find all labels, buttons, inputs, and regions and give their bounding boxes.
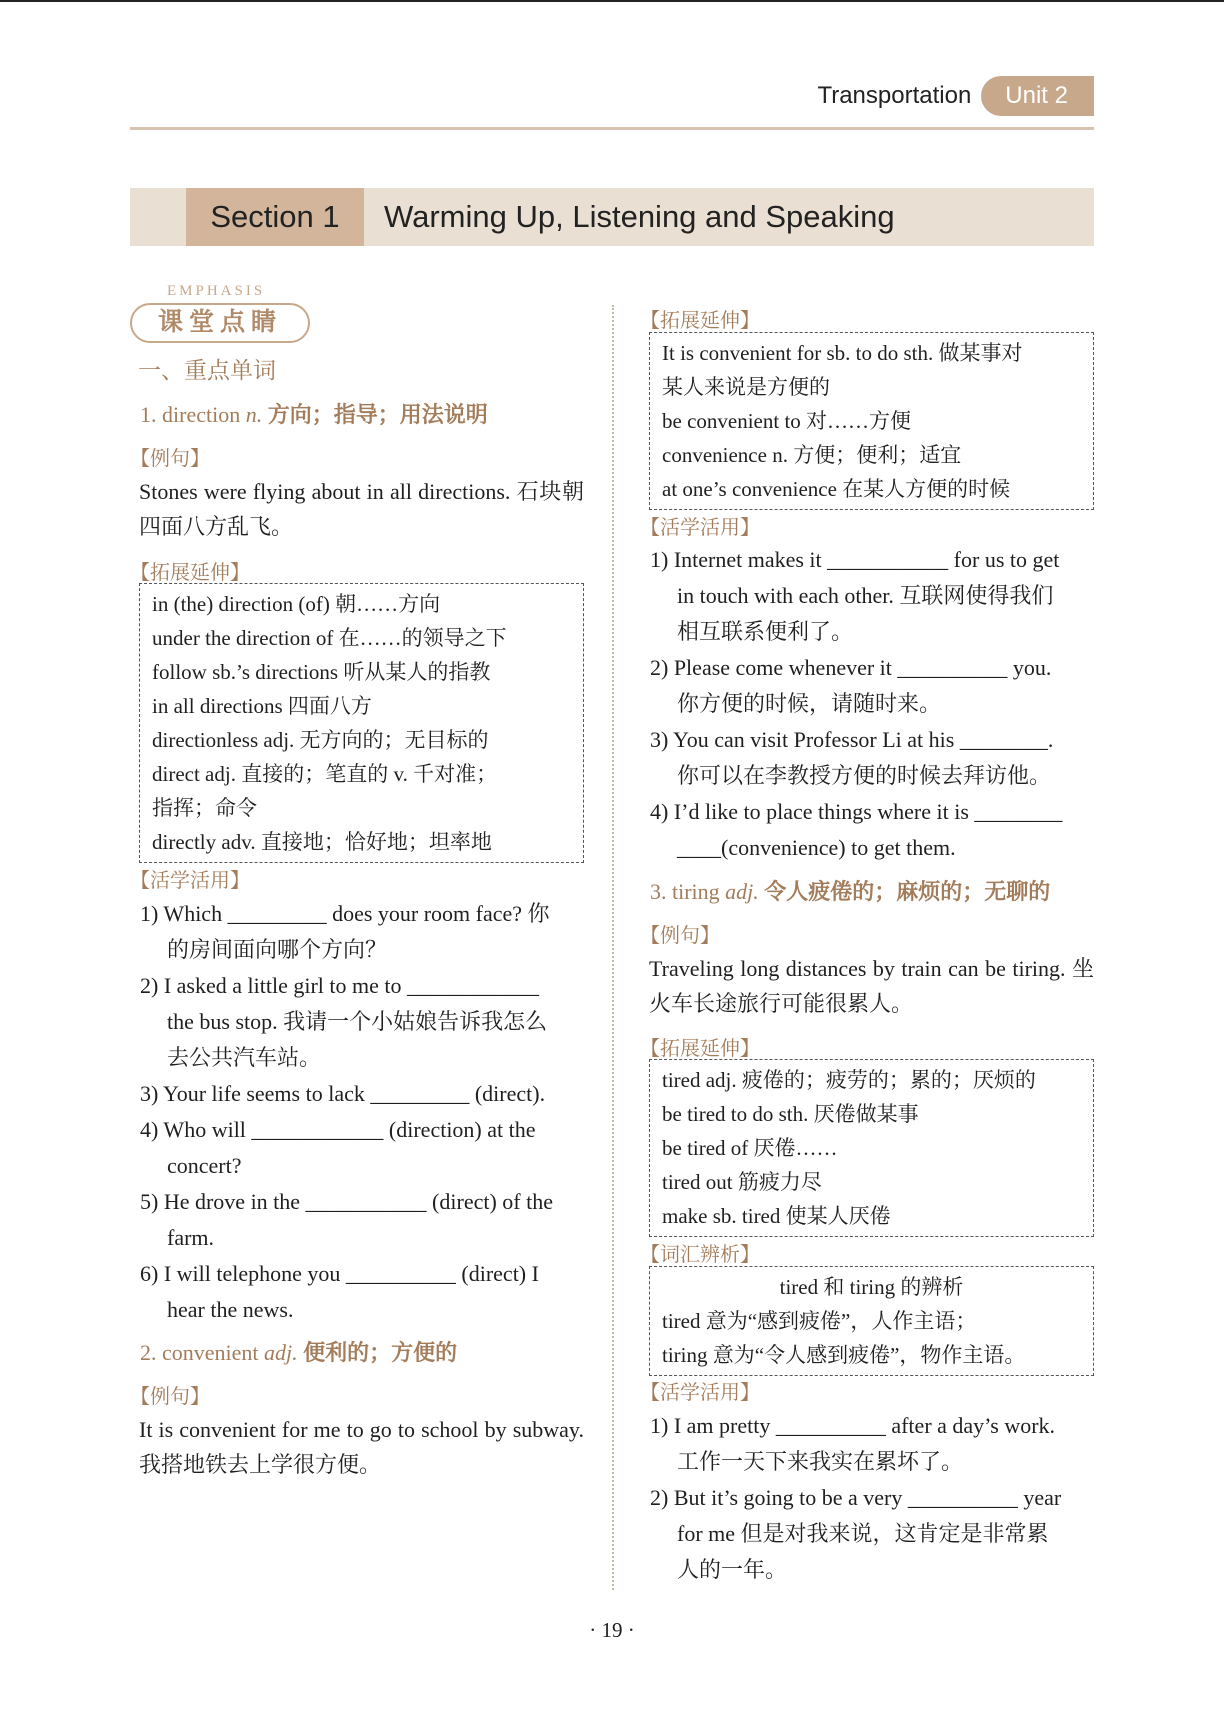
extension-line: direct adj. 直接的；笔直的 v. 千对准； <box>152 762 498 786</box>
emphasis-label-en: EMPHASIS <box>167 283 266 299</box>
extension-line: follow sb.’s directions 听从某人的指教 <box>152 660 491 684</box>
extension-line: convenience n. 方便；便利；适宜 <box>662 443 962 467</box>
extension-line: in (the) direction (of) 朝……方向 <box>152 592 441 616</box>
header-rule <box>130 127 1094 130</box>
practice-text: 工作一天下来我实在累坏了。 <box>677 1449 964 1474</box>
part-heading: 一、重点单词 <box>138 358 276 384</box>
practice-text: 相互联系便利了。 <box>677 619 854 644</box>
practice-item <box>140 1184 585 1256</box>
chapter-title: Transportation <box>817 82 972 109</box>
word3-heading <box>650 875 1050 906</box>
practice-item <box>650 722 1094 794</box>
practice-text: 2) Please come whenever it __________ you. <box>650 655 1052 680</box>
extension-line: under the direction of 在……的领导之下 <box>152 626 507 650</box>
practice-text: 1) Internet makes it ___________ for us to get <box>650 547 1060 572</box>
top-border <box>0 0 1224 2</box>
extension-line: in all directions 四面八方 <box>152 694 372 718</box>
word1-practice-tag: 【活学活用】 <box>130 868 250 892</box>
practice-text: 1) I am pretty __________ after a day’s work. <box>650 1413 1056 1438</box>
extension-line: 指挥；命令 <box>152 796 257 820</box>
word1-headword: 1. direction <box>140 402 241 427</box>
extension-line: directionless adj. 无方向的；无目标的 <box>152 728 489 752</box>
practice-text: 的房间面向哪个方向？ <box>167 937 388 962</box>
page-number: · 19 · <box>589 1618 635 1642</box>
distinction-line: tired 意为“感到疲倦”，人作主语； <box>662 1309 977 1333</box>
extension-line: 某人来说是方便的 <box>662 375 830 399</box>
practice-text: 2) I asked a little girl to me to ____________ <box>140 973 539 998</box>
distinction-title: tired 和 tiring 的辨析 <box>779 1275 964 1299</box>
practice-text: concert? <box>167 1153 242 1178</box>
word3-extension-box <box>649 1059 1094 1237</box>
practice-text: 1) Which _________ does your room face? 你 <box>140 901 550 926</box>
practice-text: 3) You can visit Professor Li at his ________. <box>650 727 1054 752</box>
section-banner <box>130 188 1094 246</box>
practice-item <box>650 542 1094 650</box>
word2-practice-tag: 【活学活用】 <box>640 515 760 539</box>
word2-heading <box>140 1336 457 1367</box>
word3-distinction-box <box>649 1266 1094 1376</box>
extension-line: at one’s convenience 在某人方便的时候 <box>662 477 1011 501</box>
unit-badge: Unit 2 <box>981 76 1094 116</box>
practice-text: 人的一年。 <box>677 1557 788 1582</box>
word3-practice-tag: 【活学活用】 <box>640 1380 760 1404</box>
practice-text: farm. <box>167 1225 215 1250</box>
word2-extension-tag: 【拓展延伸】 <box>640 308 760 332</box>
word2-pos: adj. <box>264 1340 298 1365</box>
word2-headword: 2. convenient <box>140 1340 259 1365</box>
practice-text: in touch with each other. 互联网使得我们 <box>677 583 1054 608</box>
practice-item <box>140 1076 585 1112</box>
word3-distinction-tag: 【词汇辨析】 <box>640 1242 760 1266</box>
word1-meaning: 方向；指导；用法说明 <box>267 402 488 427</box>
extension-line: directly adv. 直接地；恰好地；坦率地 <box>152 830 492 854</box>
practice-item <box>140 1256 585 1328</box>
emphasis-badge: 课堂点睛 <box>130 303 310 343</box>
section-number: Section 1 <box>186 188 364 246</box>
word1-heading <box>140 398 488 429</box>
word3-meaning: 令人疲倦的；麻烦的；无聊的 <box>764 879 1051 904</box>
distinction-line: tiring 意为“令人感到疲倦”，物作主语。 <box>662 1343 1026 1367</box>
practice-item <box>650 1480 1094 1588</box>
practice-item <box>650 794 1094 866</box>
extension-line: be tired of 厌倦…… <box>662 1136 838 1160</box>
practice-item <box>650 1408 1094 1480</box>
practice-text: ____(convenience) to get them. <box>677 835 956 860</box>
practice-text: 3) Your life seems to lack _________ (direct). <box>140 1081 546 1106</box>
practice-text: for me 但是对我来说，这肯定是非常累 <box>677 1521 1049 1546</box>
extension-line: tired adj. 疲倦的；疲劳的；累的；厌烦的 <box>662 1068 1036 1092</box>
practice-text: 去公共汽车站。 <box>167 1045 322 1070</box>
practice-text: 你方便的时候，请随时来。 <box>677 691 942 716</box>
word3-headword: 3. tiring <box>650 879 720 904</box>
extension-line: tired out 筋疲力尽 <box>662 1170 822 1194</box>
practice-text: hear the news. <box>167 1297 294 1322</box>
extension-line: be convenient to 对……方便 <box>662 409 912 433</box>
practice-item <box>140 896 585 968</box>
word3-pos: adj. <box>725 879 759 904</box>
word2-meaning: 便利的；方便的 <box>303 1340 458 1365</box>
word2-example: It is convenient for me to go to school by subway. 我搭地铁去上学很方便。 <box>139 1417 584 1477</box>
practice-text: 4) Who will ____________ (direction) at the <box>140 1117 536 1142</box>
practice-text: 2) But it’s going to be a very __________ year <box>650 1485 1062 1510</box>
word2-extension-box <box>649 332 1094 510</box>
word1-extension-box <box>139 583 584 863</box>
practice-text: the bus stop. 我请一个小姑娘告诉我怎么 <box>167 1009 548 1034</box>
word2-example-tag: 【例句】 <box>130 1384 210 1408</box>
word1-example: Stones were flying about in all directions. 石块朝四面八方乱飞。 <box>139 479 584 539</box>
practice-text: 5) He drove in the ___________ (direct) of the <box>140 1189 553 1214</box>
extension-line: It is convenient for sb. to do sth. 做某事对 <box>662 341 1023 365</box>
practice-item <box>140 1112 585 1184</box>
running-header <box>817 76 1094 116</box>
word3-extension-tag: 【拓展延伸】 <box>640 1036 760 1060</box>
column-divider <box>612 305 614 1590</box>
word1-pos: n. <box>245 402 263 427</box>
extension-line: make sb. tired 使某人厌倦 <box>662 1204 891 1228</box>
word3-example-tag: 【例句】 <box>640 923 720 947</box>
practice-item <box>650 650 1094 722</box>
word1-example-tag: 【例句】 <box>130 446 210 470</box>
practice-text: 4) I’d like to place things where it is ________ <box>650 799 1063 824</box>
practice-text: 6) I will telephone you __________ (direct) I <box>140 1261 539 1286</box>
extension-line: be tired to do sth. 厌倦做某事 <box>662 1102 919 1126</box>
practice-text: 你可以在李教授方便的时候去拜访他。 <box>677 763 1052 788</box>
section-title: Warming Up, Listening and Speaking <box>384 199 895 234</box>
word3-example: Traveling long distances by train can be tiring. 坐火车长途旅行可能很累人。 <box>649 956 1094 1016</box>
practice-item <box>140 968 585 1076</box>
word1-extension-tag: 【拓展延伸】 <box>130 560 250 584</box>
